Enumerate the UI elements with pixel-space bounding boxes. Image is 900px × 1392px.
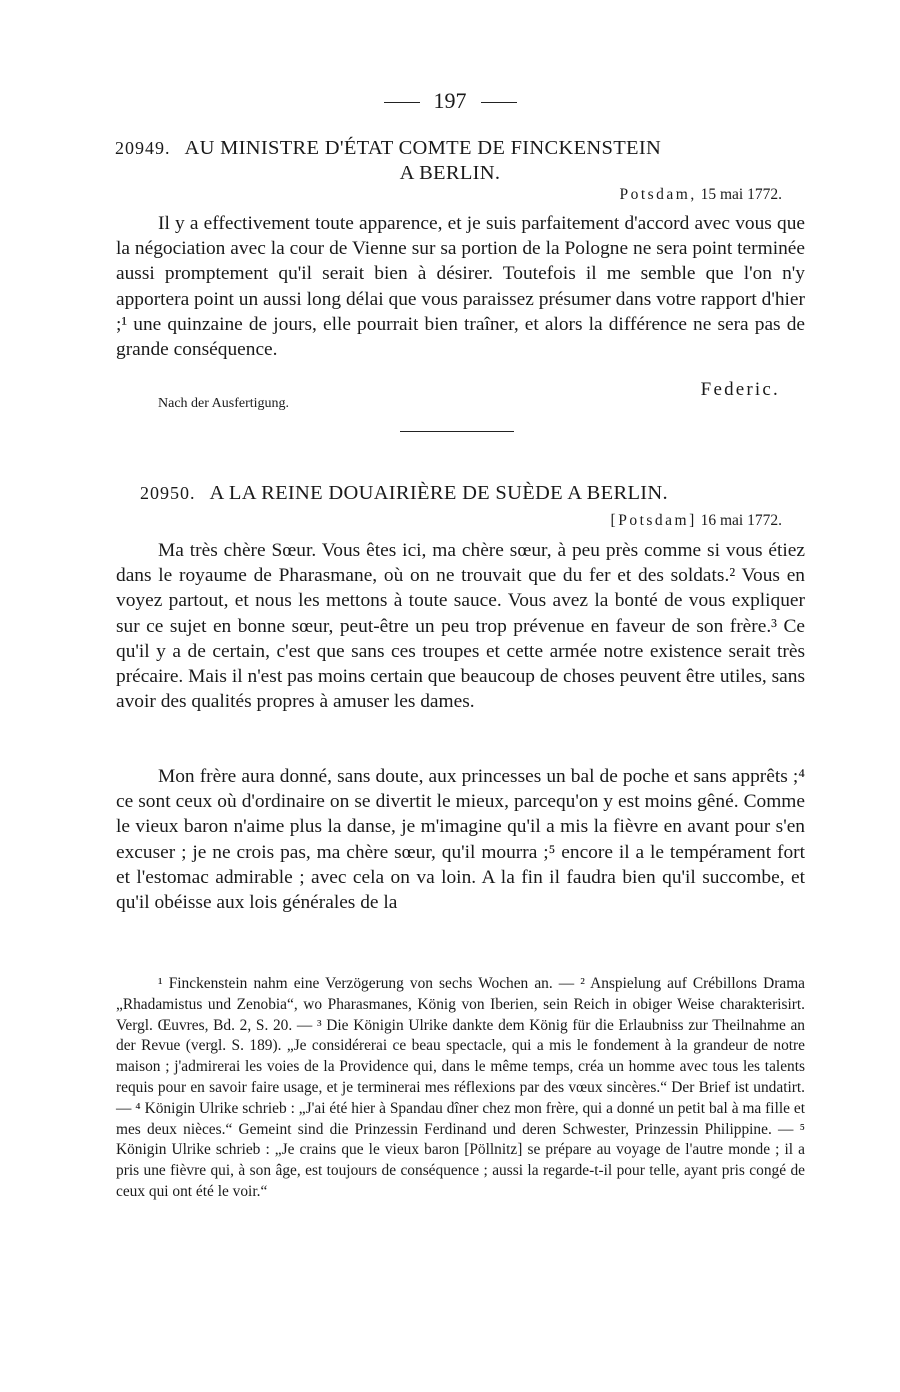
letter1-date-day: 15 mai 1772. [700, 186, 782, 203]
letter2-heading [140, 482, 800, 505]
letter1-signature: Federic. [700, 379, 780, 400]
letter1-date-place: Potsdam, [619, 186, 697, 203]
letter1-title: AU MINISTRE D'ÉTAT COMTE DE FINCKENSTEIN [184, 137, 662, 159]
letter2-date-place: [Potsdam] [610, 512, 697, 529]
letter2-dateline [611, 512, 782, 530]
page-number: 197 [433, 88, 467, 113]
letter2-date-day: 16 mai 1772. [700, 512, 782, 529]
letter2-title: A LA REINE DOUAIRIÈRE DE SUÈDE A BERLIN. [209, 482, 668, 504]
header-rule-right [481, 102, 517, 103]
footnotes: ¹ Finckenstein nahm eine Verzögerung von sechs Wochen an. — ² Anspielung auf Crébillons Drama „Rhadamistus und Zenobia“, wo Pharasmanes, König von Iberien, sein Reich in obiger Weise charakterisirt. Vergl. Œuvres, Bd. 2, S. 20. — ³ Die Königin Ulrike dankte dem König für die Erlaubniss zur Theilnahme an der Revue (vergl. S. 189). „Je considérerai ce beau spectacle, qui a mis le fondement à la grandeur de notre maison ; j'admirerai les voies de la Providence qui, dans le même temps, créa un homme avec tous les talents requis pour en savoir faire usage, et je terminerai mes réflexions par des vœux sincères.“ Der Brief ist undatirt. — ⁴ Königin Ulrike schrieb : „J'ai été hier à Spandau dîner chez mon frère, qui a donné un petit bal à ma fille et mes deux nièces.“ Gemeint sind die Prinzessin Ferdinand und deren Schwester, Prinzessin Philippine. — ⁵ Königin Ulrike schrieb : „Je crains que le vieux baron [Pöllnitz] se prépare au voyage de l'autre monde ; il a pris une fièvre qui, à son âge, est toujours de conséquence ; aussi la regarde-t-il pour telle, ayant pris congé de ceux qui ont été le voir.“ [116, 975, 805, 1200]
page-header [0, 88, 900, 114]
letter1-source: Nach der Ausfertigung. [158, 396, 290, 411]
letter2-paragraph-1: Ma très chère Sœur. Vous êtes ici, ma chère sœur, à peu près comme si vous étiez dans le royaume de Pharasmane, où on ne trouvait que du fer et des soldats.² Vous en voyez partout, et nous les mettons à toute sauce. Vous avez la bonté de vous expliquer sur ce sujet en bonne sœur, peut-être un peu trop prévenue en faveur de son frère.³ Ce qu'il y a de certain, c'est que sans ces troupes et cette armée notre existence serait très précaire. Mais il n'est pas moins certain que beaucoup de choses peuvent être utiles, sans avoir des qualités propres à amuser les dames. [116, 540, 805, 713]
letter1-title-line2: A BERLIN. [399, 162, 501, 184]
letter1-number: 20949. [115, 138, 171, 158]
letter1-body: Il y a effectivement toute apparence, et je suis parfaitement d'accord avec vous que la négociation avec la cour de Vienne sur sa portion de la Pologne ne sera point terminée aussi promptement qu'il serait bien à désirer. Toutefois il me semble que l'on n'y apportera point un aussi long délai que vous paraissez présumer dans votre rapport d'hier ;¹ une quinzaine de jours, elle pourrait bien traîner, et alors la différence ne sera pas de grande conséquence. [116, 213, 805, 361]
section-separator [400, 431, 514, 432]
letter2-paragraph-2: Mon frère aura donné, sans doute, aux princesses un bal de poche et sans apprêts ;⁴ ce sont ceux où d'ordinaire on se divertit le mieux, parcequ'on y est moins gêné. Comme le vieux baron n'aime plus la danse, je m'imagine qu'il a mis la fièvre en avant pour s'en excuser ; je ne crois pas, ma chère sœur, qu'il mourra ;⁵ encore il a le tempérament fort et l'estomac admirable ; avec cela on va loin. A la fin il faudra bien qu'il succombe, et qu'il obéisse aux lois générales de la [116, 766, 805, 914]
letter1-heading [115, 137, 805, 160]
letter2-number: 20950. [140, 483, 196, 503]
header-rule-left [384, 102, 420, 103]
letter1-dateline [619, 186, 782, 204]
